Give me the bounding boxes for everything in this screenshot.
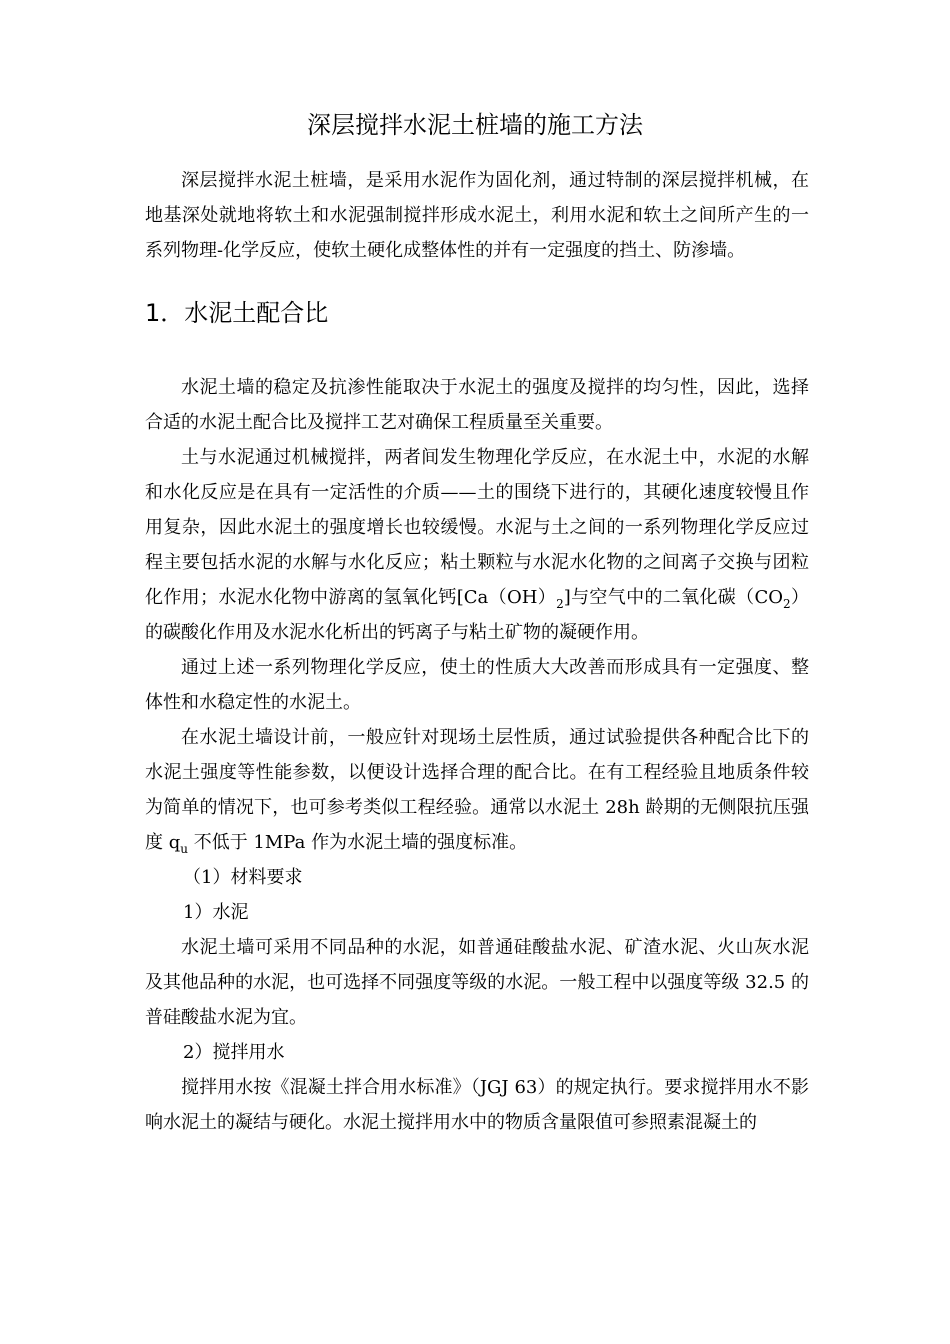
subscript-2: 2 xyxy=(556,597,564,611)
design-text-2: 不低于 1MPa 作为水泥土墙的强度标准。 xyxy=(187,832,528,853)
paragraph-reaction xyxy=(145,440,809,650)
paragraph-design xyxy=(145,720,809,860)
paragraph-improvement: 通过上述一系列物理化学反应，使土的性质大大改善而形成具有一定强度、整体性和水稳定性的水泥土。 xyxy=(145,657,809,713)
document-title: 深层搅拌水泥土桩墙的施工方法 xyxy=(307,111,643,139)
paragraph-stability: 水泥土墙的稳定及抗渗性能取决于水泥土的强度及搅拌的均匀性，因此，选择合适的水泥土配合比及搅拌工艺对确保工程质量至关重要。 xyxy=(145,377,809,433)
reaction-text-2: ]与空气中的二氧化碳（CO xyxy=(563,587,784,608)
item-cement: 1）水泥 xyxy=(183,902,249,923)
reaction-text-1: 土与水泥通过机械搅拌，两者间发生物理化学反应，在水泥土中，水泥的水解和水化反应是在具有一定活性的介质——土的围绕下进行的，其硬化速度较慢且作用复杂，因此水泥土的强度增长也较缓慢。水泥与土之间的一系列物理化学反应过程主要包括水泥的水解与水化反应；粘土颗粒与水泥水化物的之间离子交换与团粒化作用；水泥水化物中游离的氢氧化钙[Ca（OH） xyxy=(145,447,809,608)
item-material-requirements: （1）材料要求 xyxy=(183,867,303,888)
subscript-co2: 2 xyxy=(783,597,791,611)
section-heading: 1．水泥土配合比 xyxy=(145,299,329,327)
reaction-text-3: ）的碳酸化作用及水泥水化析出的钙离子与粘土矿物的凝硬作用。 xyxy=(145,587,809,643)
paragraph-mixing-water: 搅拌用水按《混凝土拌合用水标准》（JGJ 63）的规定执行。要求搅拌用水不影响水泥土的凝结与硬化。水泥土搅拌用水中的物质含量限值可参照素混凝土的 xyxy=(145,1077,809,1133)
document-body xyxy=(145,163,809,1140)
design-text-1: 在水泥土墙设计前，一般应针对现场土层性质，通过试验提供各种配合比下的水泥土强度等性能参数，以便设计选择合理的配合比。在有工程经验且地质条件较为简单的情况下，也可参考类似工程经验。通常以水泥土 28h 龄期的无侧限抗压强度 q xyxy=(145,727,809,853)
item-mixing-water: 2）搅拌用水 xyxy=(183,1042,285,1063)
subscript-u: u xyxy=(180,842,188,856)
paragraph-cement: 水泥土墙可采用不同品种的水泥，如普通硅酸盐水泥、矿渣水泥、火山灰水泥及其他品种的水泥，也可选择不同强度等级的水泥。一般工程中以强度等级 32.5 的普硅酸盐水泥为宜。 xyxy=(145,937,809,1028)
intro-paragraph: 深层搅拌水泥土桩墙，是采用水泥作为固化剂，通过特制的深层搅拌机械，在地基深处就地将软土和水泥强制搅拌形成水泥土，利用水泥和软土之间所产生的一系列物理-化学反应，使软土硬化成整体性的并有一定强度的挡土、防渗墙。 xyxy=(145,170,809,261)
